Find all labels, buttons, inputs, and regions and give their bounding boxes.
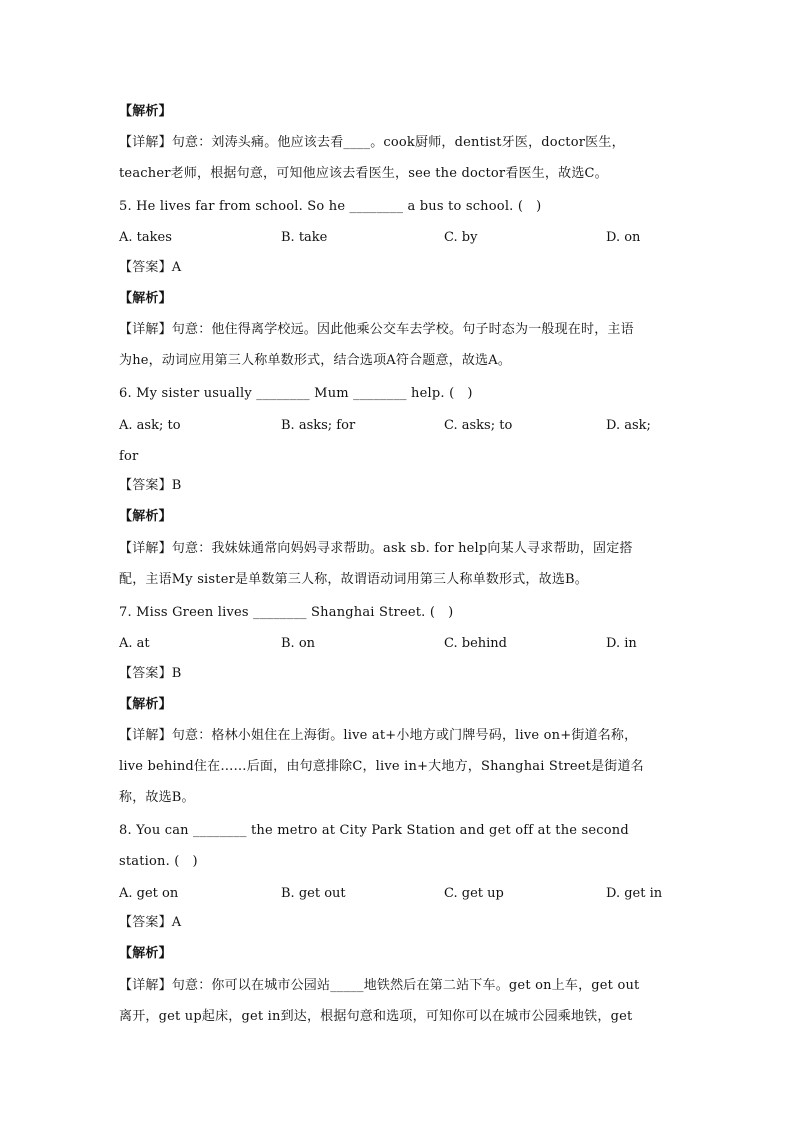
explanation-line: 【详解】句意：你可以在城市公园站_____地铁然后在第二站下车。get on上车，get out <box>119 978 640 993</box>
analysis-heading: 【解析】 <box>119 291 172 306</box>
option-b: B. asks; for <box>281 418 356 433</box>
explanation-line: 为he，动词应用第三人称单数形式，结合选项A符合题意，故选A。 <box>119 353 512 368</box>
answer-line: 【答案】A <box>119 260 182 275</box>
option-b: B. on <box>281 636 316 651</box>
option-a: A. ask; to <box>119 418 181 433</box>
explanation-line: live behind住在……后面，由句意排除C，live in+大地方，Shanghai Street是街道名 <box>119 759 644 774</box>
analysis-heading: 【解析】 <box>119 104 172 119</box>
question-8: 8. You can ________ the metro at City Park Station and get off at the second <box>119 823 629 838</box>
option-c: C. by <box>444 230 478 245</box>
option-c: C. asks; to <box>444 418 513 433</box>
option-d: D. ask; <box>606 418 651 433</box>
question-8-options <box>119 885 679 903</box>
question-8-cont: station. ( ) <box>119 854 198 869</box>
explanation-line: 【详解】句意：他住得离学校远。因此他乘公交车去学校。句子时态为一般现在时，主语 <box>119 322 634 337</box>
question-6: 6. My sister usually ________ Mum ________ help. ( ) <box>119 386 473 401</box>
explanation-line: 离开，get up起床，get in到达，根据句意和选项，可知你可以在城市公园乘地铁，get <box>119 1009 633 1024</box>
question-5: 5. He lives far from school. So he ________ a bus to school. ( ) <box>119 199 542 214</box>
explanation-line: 称，故选B。 <box>119 790 195 805</box>
option-a: A. takes <box>119 230 172 245</box>
option-c: C. get up <box>444 886 504 901</box>
option-wrap-line: for <box>119 449 139 464</box>
option-a: A. at <box>119 636 150 651</box>
explanation-line: 配，主语My sister是单数第三人称，故谓语动词用第三人称单数形式，故选B。 <box>119 572 588 587</box>
analysis-heading: 【解析】 <box>119 697 172 712</box>
question-7-options <box>119 635 679 653</box>
option-d: D. get in <box>606 886 663 901</box>
answer-line: 【答案】A <box>119 915 182 930</box>
question-5-options <box>119 229 679 247</box>
analysis-heading: 【解析】 <box>119 946 172 961</box>
explanation-line: 【详解】句意：刘涛头痛。他应该去看____。cook厨师，dentist牙医，doctor医生， <box>119 135 625 150</box>
answer-line: 【答案】B <box>119 666 182 681</box>
answer-line: 【答案】B <box>119 478 182 493</box>
question-7: 7. Miss Green lives ________ Shanghai Street. ( ) <box>119 605 454 620</box>
option-c: C. behind <box>444 636 507 651</box>
explanation-line: 【详解】句意：格林小姐住在上海街。live at+小地方或门牌号码，live on+街道名称， <box>119 728 638 743</box>
option-b: B. get out <box>281 886 346 901</box>
explanation-line: teacher老师，根据句意，可知他应该去看医生，see the doctor看医生，故选C。 <box>119 166 608 181</box>
explanation-line: 【详解】句意：我妹妹通常向妈妈寻求帮助。ask sb. for help向某人寻求帮助，固定搭 <box>119 541 633 556</box>
option-b: B. take <box>281 230 328 245</box>
question-6-options <box>119 417 679 435</box>
option-d: D. on <box>606 230 641 245</box>
analysis-heading: 【解析】 <box>119 509 172 524</box>
option-d: D. in <box>606 636 637 651</box>
option-a: A. get on <box>119 886 179 901</box>
